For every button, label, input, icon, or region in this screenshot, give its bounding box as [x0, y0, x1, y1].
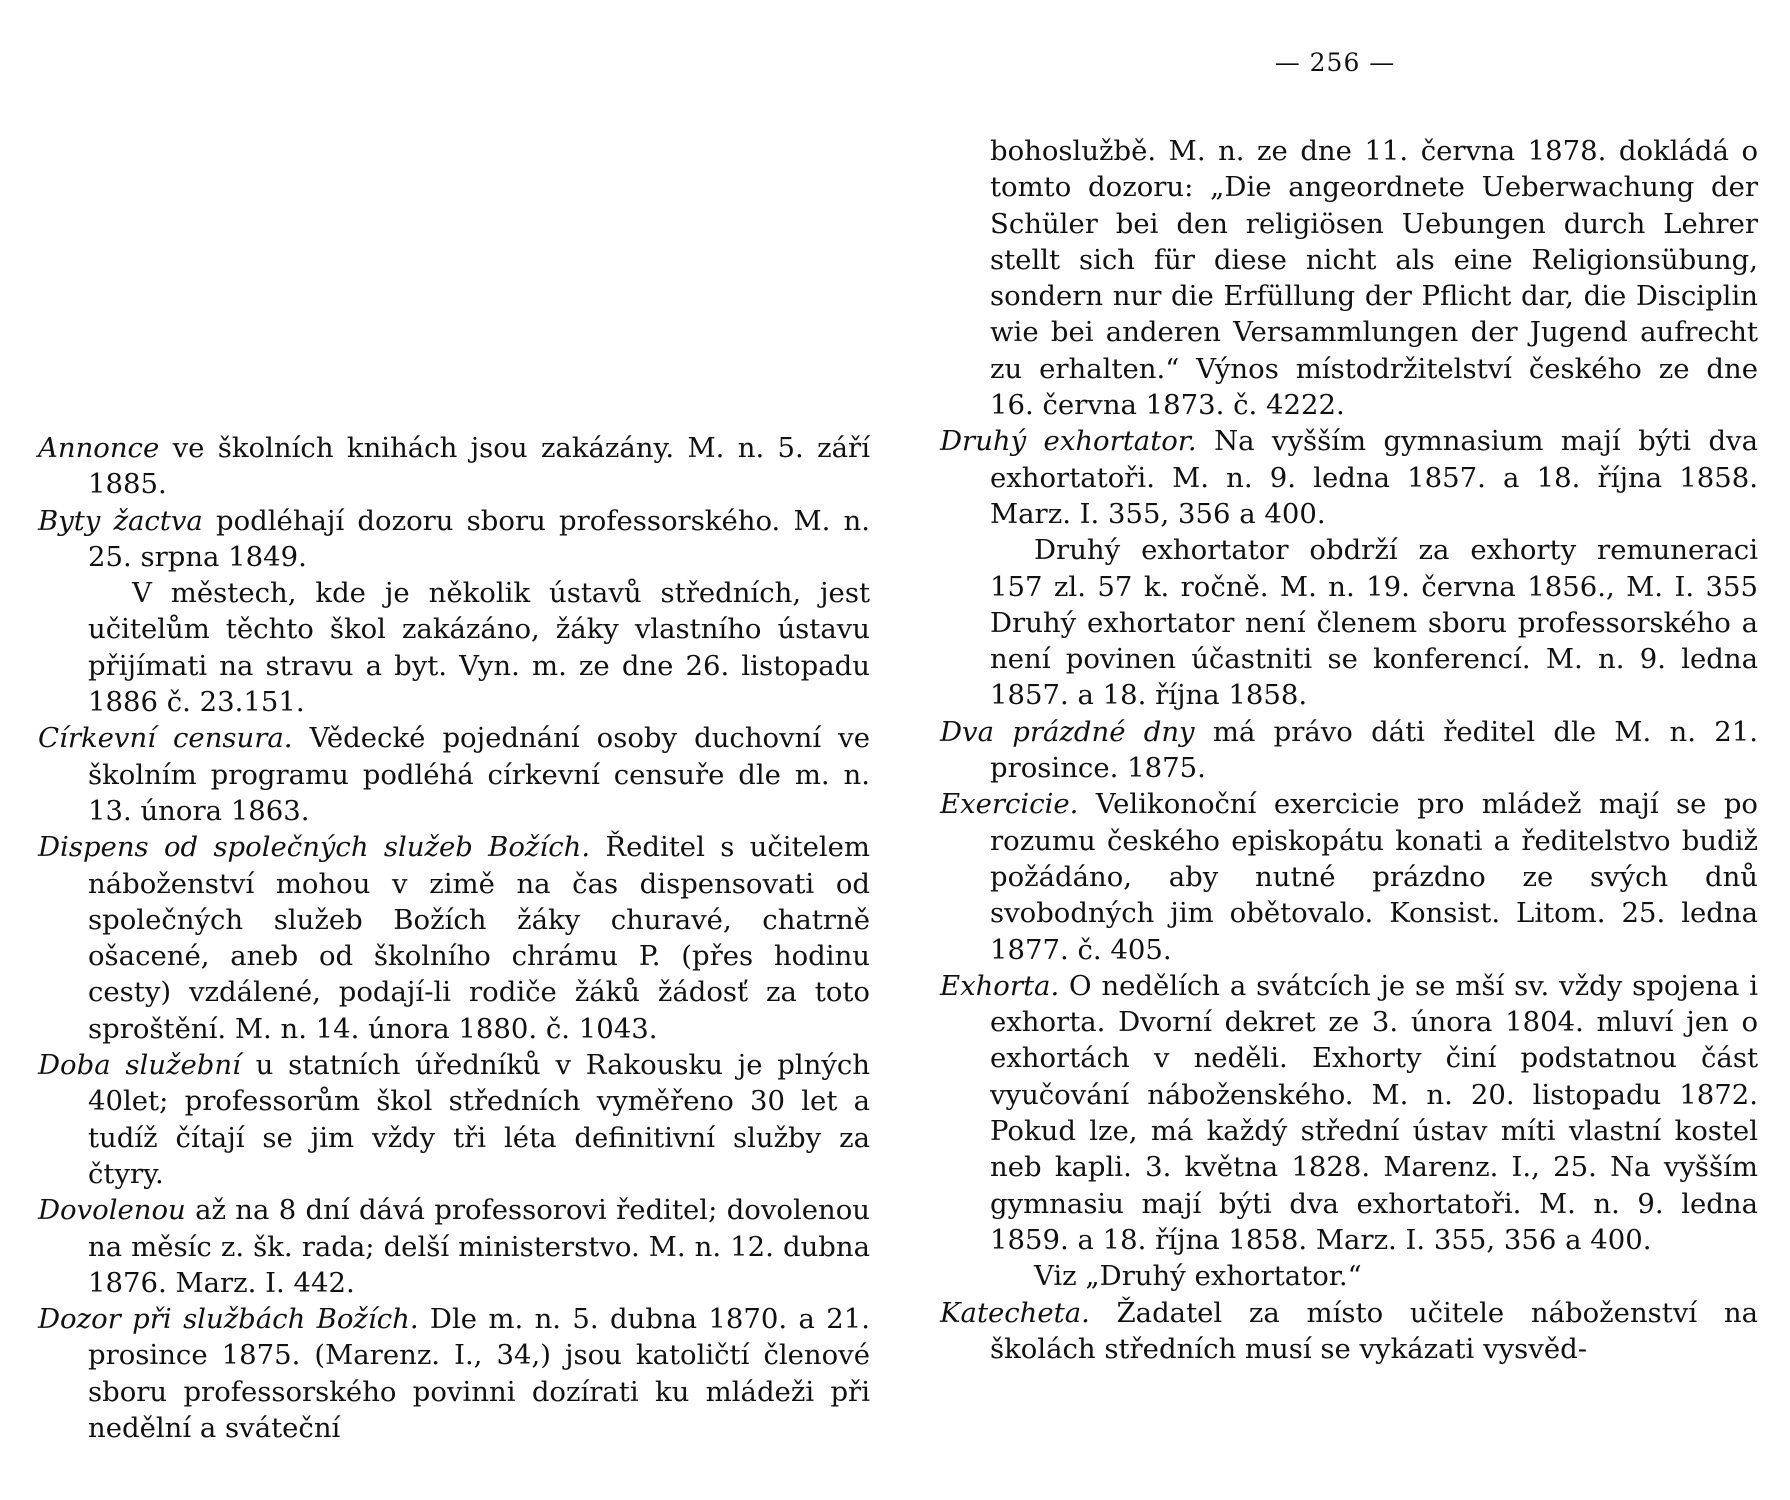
entry-dispens — [38, 829, 870, 1047]
entry-text: Vědecké pojednání osoby duchovní ve školním programu podléhá církevní censuře dle m. n. 13. února 1863. — [88, 722, 870, 827]
entry-text: Dle m. n. 5. dubna 1870. a 21. prosince 1875. (Marenz. I., 34,) jsou katoličtí členové sboru professorského povinni dozírati ku mládeži při nedělní a sváteční — [88, 1303, 870, 1445]
page-number: — 256 — — [1274, 48, 1396, 77]
entry-term: Annonce — [38, 432, 160, 464]
entry-term: Církevní censura. — [38, 722, 293, 755]
left-column — [38, 430, 870, 1446]
entry-dovolenou — [38, 1192, 870, 1301]
entry-term: Dispens od společných služeb Božích. — [38, 831, 591, 864]
entry-term: Dva prázdné dny — [940, 715, 1195, 748]
entry-term: Dozor při službách Božích. — [38, 1303, 419, 1336]
entry-term: Exercicie. — [940, 788, 1079, 821]
entry-dva-prazdne-dny — [940, 714, 1758, 787]
entry-exercicie — [940, 786, 1758, 967]
entry-text: Velikonoční exercicie pro mládež mají se po rozumu českého episkopátu konati a ředitelstvo budiž požádáno, aby nutné prázdno ze svých dnů svobodných jim obětovalo. Konsist. Litom. 25. ledna 1877. č. 405. — [990, 788, 1758, 966]
entry-text: O nedělích a svátcích je se mší sv. vždy spojena i exhorta. Dvorní dekret ze 3. února 1804. mluví jen o exhortách v neděli. Exhorty činí podstatnou část vyučování náboženského. M. n. 20. listopadu 1872. Pokud lze, má každý střední ústav míti vlastní kostel neb kapli. 3. května 1828. Marenz. I., 25. Na vyšším gymnasiu mají býti dva exhortatoři. M. n. 9. ledna 1859. a 18. října 1858. Marz. I. 355, 356 a 400. — [990, 969, 1758, 1256]
entry-text: až na 8 dní dává professorovi ředitel; dovolenou na měsíc z. šk. rada; delší ministerstvo. M. n. 12. dubna 1876. Marz. I. 442. — [88, 1194, 870, 1299]
entry-exhorta — [940, 968, 1758, 1258]
paragraph-continuation: bohoslužbě. M. n. ze dne 11. června 1878. dokládá o tomto dozoru: „Die angeordnete Ueberwachung der Schüler bei den religiösen Uebungen durch Lehrer stellt sich für diese nicht als eine Religionsübung, sondern nur die Erfüllung der Pflicht dar, die Disciplin wie bei anderen Versammlungen der Jugend aufrecht zu erhalten.“ Výnos místodržitelství českého ze dne 16. června 1873. č. 4222. — [990, 135, 1758, 422]
entry-doba-sluzebni — [38, 1047, 870, 1192]
paragraph-remuneraci: Druhý exhortator obdrží za exhorty remuneraci 157 zl. 57 k. ročně. M. n. 19. června 1856., M. I. 355 Druhý exhortator není členem sboru professorského a není povinen účastniti se konferencí. M. n. 9. ledna 1857. a 18. října 1858. — [990, 534, 1758, 712]
entry-term: Byty žactva — [38, 504, 203, 537]
paragraph-v-mestech: V městech, kde je několik ústavů středních, jest učitelům těchto škol zakázáno, žáky vlastního ústavu přijímati na stravu a byt. Vyn. m. ze dne 26. listopadu 1886 č. 23.151. — [88, 577, 870, 719]
entry-term: Exhorta. — [940, 969, 1060, 1002]
entry-text: u statních úředníků v Rakousku je plných 40let; professorům škol středních vyměřeno 30 let a tudíž čítají se jim vždy tři léta definitivní služby za čtyry. — [88, 1049, 870, 1190]
entry-cirkevni-censura — [38, 720, 870, 829]
entry-annonce — [38, 430, 870, 503]
entry-term: Doba služební — [38, 1049, 241, 1082]
entry-dozor — [38, 1301, 870, 1446]
entry-term: Dovolenou — [38, 1194, 186, 1227]
entry-text: ve školních knihách jsou zakázány. M. n. 5. září 1885. — [88, 432, 870, 501]
entry-text: má právo dáti ředitel dle M. n. 21. prosince. 1875. — [990, 715, 1758, 785]
entry-text: podléhají dozoru sboru professorského. M. n. 25. srpna 1849. — [88, 504, 870, 573]
entry-term: Druhý exhortator. — [940, 425, 1197, 458]
entry-text: Na vyšším gymnasium mají býti dva exhortatoři. M. n. 9. ledna 1857. a 18. října 1858. Marz. I. 355, 356 a 400. — [990, 425, 1758, 530]
entry-byty-zactva — [38, 503, 870, 576]
entry-term: Katecheta. — [940, 1296, 1090, 1329]
entry-druhy-exhortator — [940, 423, 1758, 532]
paragraph-viz: Viz „Druhý exhortator.“ — [1034, 1260, 1362, 1293]
right-column — [940, 133, 1758, 1367]
entry-katecheta — [940, 1295, 1758, 1368]
entry-text: Žadatel za místo učitele náboženství na školách středních musí se vykázati vysvěd- — [990, 1296, 1758, 1365]
entry-text: Ředitel s učitelem náboženství mohou v zimě na čas dispensovati od společných služeb Božích žáky churavé, chatrně ošacené, aneb od školního chrámu P. (přes hodinu cesty) vzdálené, podají-li rodiče žáků žádosť za toto sproštění. M. n. 14. února 1880. č. 1043. — [88, 831, 870, 1045]
